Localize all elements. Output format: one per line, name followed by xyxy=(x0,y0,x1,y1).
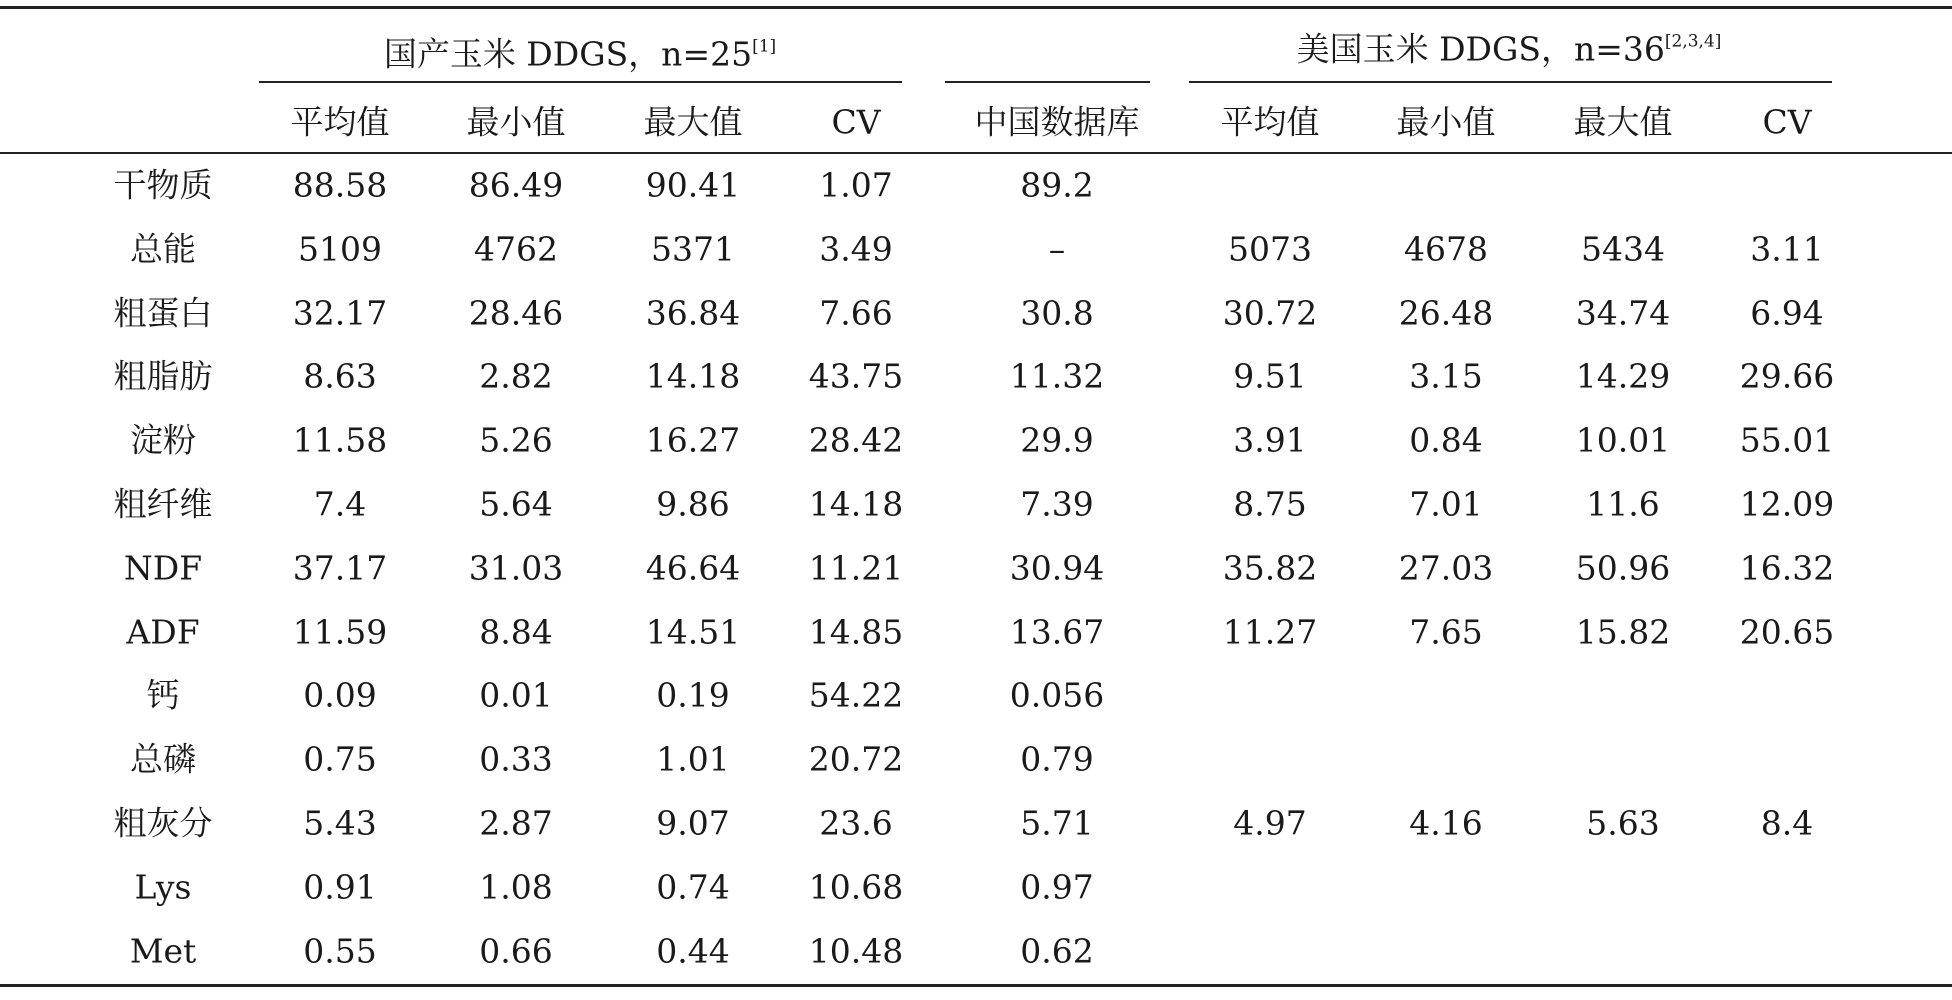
cell-domestic-max: 1.01 xyxy=(656,739,730,779)
cell-us-min: 7.01 xyxy=(1409,484,1483,524)
cell-us-cv: 16.32 xyxy=(1739,548,1835,588)
cell-china-database: 29.9 xyxy=(1020,420,1094,460)
col-header-us-max: 最大值 xyxy=(1573,102,1673,142)
cell-domestic-min: 2.87 xyxy=(479,803,553,843)
cell-us-cv: 29.66 xyxy=(1739,356,1835,396)
cell-us-min: 4678 xyxy=(1404,229,1488,269)
cell-china-database: 11.32 xyxy=(1009,356,1105,396)
cell-us-max: 10.01 xyxy=(1575,420,1671,460)
cell-domestic-min: 28.46 xyxy=(468,293,564,333)
cell-domestic-max: 14.18 xyxy=(645,356,741,396)
cell-domestic-mean: 0.75 xyxy=(303,739,377,779)
row-label: 粗脂肪 xyxy=(113,356,213,396)
cell-domestic-cv: 3.49 xyxy=(819,229,893,269)
group-title-us-label: 美国玉米 DDGS，n=36 xyxy=(1296,29,1665,69)
cell-domestic-min: 0.33 xyxy=(479,739,553,779)
cell-china-database: 89.2 xyxy=(1020,165,1094,205)
cell-domestic-mean: 0.91 xyxy=(303,867,377,907)
col-header-domestic-cv: CV xyxy=(831,102,881,142)
cell-domestic-mean: 0.09 xyxy=(303,675,377,715)
cell-us-mean: 5073 xyxy=(1228,229,1312,269)
cell-us-max: 5434 xyxy=(1581,229,1665,269)
group-title-us xyxy=(1297,24,1722,71)
cell-us-mean: 4.97 xyxy=(1233,803,1307,843)
cell-domestic-max: 36.84 xyxy=(645,293,741,333)
cell-domestic-min: 5.26 xyxy=(479,420,553,460)
cell-domestic-max: 9.86 xyxy=(656,484,730,524)
cell-domestic-cv: 14.85 xyxy=(808,612,904,652)
cell-us-min: 26.48 xyxy=(1398,293,1494,333)
row-label: 粗蛋白 xyxy=(113,293,213,333)
cell-domestic-cv: 23.6 xyxy=(819,803,893,843)
cell-domestic-mean: 7.4 xyxy=(313,484,367,524)
group-title-domestic xyxy=(384,29,776,76)
col-header-us-min: 最小值 xyxy=(1396,102,1496,142)
cell-us-cv: 3.11 xyxy=(1750,229,1824,269)
row-label: NDF xyxy=(123,548,203,588)
col-header-domestic-max: 最大值 xyxy=(643,102,743,142)
cell-china-database: 0.97 xyxy=(1020,867,1094,907)
cell-domestic-min: 5.64 xyxy=(479,484,553,524)
cell-us-mean: 35.82 xyxy=(1222,548,1318,588)
cell-china-database: 0.79 xyxy=(1020,739,1094,779)
cell-us-min: 27.03 xyxy=(1398,548,1494,588)
row-label: Lys xyxy=(134,867,192,907)
row-label: 总磷 xyxy=(130,739,196,779)
row-label: 粗灰分 xyxy=(113,803,213,843)
cell-domestic-min: 2.82 xyxy=(479,356,553,396)
cell-domestic-max: 16.27 xyxy=(645,420,741,460)
cell-domestic-max: 9.07 xyxy=(656,803,730,843)
header-rule xyxy=(0,152,1952,154)
cell-domestic-cv: 1.07 xyxy=(819,165,893,205)
bottom-rule xyxy=(0,984,1952,987)
cell-domestic-max: 5371 xyxy=(651,229,735,269)
cell-domestic-mean: 37.17 xyxy=(292,548,388,588)
cell-domestic-max: 14.51 xyxy=(645,612,741,652)
cell-domestic-min: 0.66 xyxy=(479,931,553,971)
cell-us-mean: 30.72 xyxy=(1222,293,1318,333)
cell-domestic-max: 0.74 xyxy=(656,867,730,907)
cell-china-database: 5.71 xyxy=(1020,803,1094,843)
cell-domestic-cv: 20.72 xyxy=(808,739,904,779)
cell-domestic-max: 90.41 xyxy=(645,165,741,205)
cell-domestic-mean: 5.43 xyxy=(303,803,377,843)
cell-domestic-mean: 11.58 xyxy=(292,420,388,460)
cell-us-max: 15.82 xyxy=(1575,612,1671,652)
cell-domestic-mean: 88.58 xyxy=(292,165,388,205)
cell-domestic-max: 0.19 xyxy=(656,675,730,715)
cell-us-cv: 12.09 xyxy=(1739,484,1835,524)
col-header-us-mean: 平均值 xyxy=(1220,102,1320,142)
cell-domestic-min: 1.08 xyxy=(479,867,553,907)
cell-domestic-cv: 10.68 xyxy=(808,867,904,907)
cell-domestic-cv: 7.66 xyxy=(819,293,893,333)
row-label: 干物质 xyxy=(113,165,213,205)
cell-domestic-mean: 0.55 xyxy=(303,931,377,971)
cell-china-database: 30.94 xyxy=(1009,548,1105,588)
cell-us-min: 3.15 xyxy=(1409,356,1483,396)
col-header-china-database: 中国数据库 xyxy=(974,102,1140,142)
group-title-domestic-label: 国产玉米 DDGS，n=25 xyxy=(383,34,753,74)
row-label: Met xyxy=(129,931,197,971)
cell-china-database: 0.62 xyxy=(1020,931,1094,971)
cell-us-max: 50.96 xyxy=(1575,548,1671,588)
cell-us-min: 4.16 xyxy=(1409,803,1483,843)
cell-domestic-cv: 28.42 xyxy=(808,420,904,460)
col-header-domestic-mean: 平均值 xyxy=(290,102,390,142)
cell-domestic-min: 31.03 xyxy=(468,548,564,588)
row-label: 淀粉 xyxy=(130,420,196,460)
cell-us-max: 11.6 xyxy=(1586,484,1660,524)
group-rule-database xyxy=(945,81,1150,83)
col-header-domestic-min: 最小值 xyxy=(466,102,566,142)
cell-us-cv: 6.94 xyxy=(1750,293,1824,333)
group-title-domestic-ref: [1] xyxy=(752,36,777,57)
cell-domestic-mean: 5109 xyxy=(298,229,382,269)
cell-domestic-mean: 11.59 xyxy=(292,612,388,652)
row-label: 粗纤维 xyxy=(113,484,213,524)
cell-china-database: 7.39 xyxy=(1020,484,1094,524)
cell-domestic-min: 86.49 xyxy=(468,165,564,205)
top-rule xyxy=(0,6,1952,9)
cell-us-mean: 8.75 xyxy=(1233,484,1307,524)
cell-us-mean: 3.91 xyxy=(1233,420,1307,460)
cell-domestic-min: 8.84 xyxy=(479,612,553,652)
group-rule-us xyxy=(1189,81,1832,83)
cell-domestic-mean: 8.63 xyxy=(303,356,377,396)
row-label: 总能 xyxy=(130,229,196,269)
cell-us-cv: 55.01 xyxy=(1739,420,1835,460)
cell-china-database: 0.056 xyxy=(1009,675,1105,715)
group-rule-domestic xyxy=(259,81,902,83)
cell-us-min: 0.84 xyxy=(1409,420,1483,460)
cell-domestic-cv: 14.18 xyxy=(808,484,904,524)
cell-china-database: – xyxy=(1048,229,1066,269)
cell-china-database: 13.67 xyxy=(1009,612,1105,652)
col-header-us-cv: CV xyxy=(1762,102,1812,142)
row-label: ADF xyxy=(126,612,200,652)
cell-domestic-max: 46.64 xyxy=(645,548,741,588)
cell-us-mean: 9.51 xyxy=(1233,356,1307,396)
group-title-us-ref: [2,3,4] xyxy=(1664,31,1722,52)
cell-china-database: 30.8 xyxy=(1020,293,1094,333)
cell-domestic-cv: 54.22 xyxy=(808,675,904,715)
cell-us-min: 7.65 xyxy=(1409,612,1483,652)
cell-domestic-min: 4762 xyxy=(474,229,558,269)
cell-domestic-cv: 43.75 xyxy=(808,356,904,396)
cell-us-max: 14.29 xyxy=(1575,356,1671,396)
cell-us-cv: 8.4 xyxy=(1760,803,1814,843)
cell-domestic-cv: 10.48 xyxy=(808,931,904,971)
cell-domestic-mean: 32.17 xyxy=(292,293,388,333)
cell-us-mean: 11.27 xyxy=(1222,612,1318,652)
cell-domestic-max: 0.44 xyxy=(656,931,730,971)
cell-us-max: 34.74 xyxy=(1575,293,1671,333)
cell-us-cv: 20.65 xyxy=(1739,612,1835,652)
cell-domestic-min: 0.01 xyxy=(479,675,553,715)
cell-domestic-cv: 11.21 xyxy=(808,548,904,588)
cell-us-max: 5.63 xyxy=(1586,803,1660,843)
row-label: 钙 xyxy=(146,675,180,715)
